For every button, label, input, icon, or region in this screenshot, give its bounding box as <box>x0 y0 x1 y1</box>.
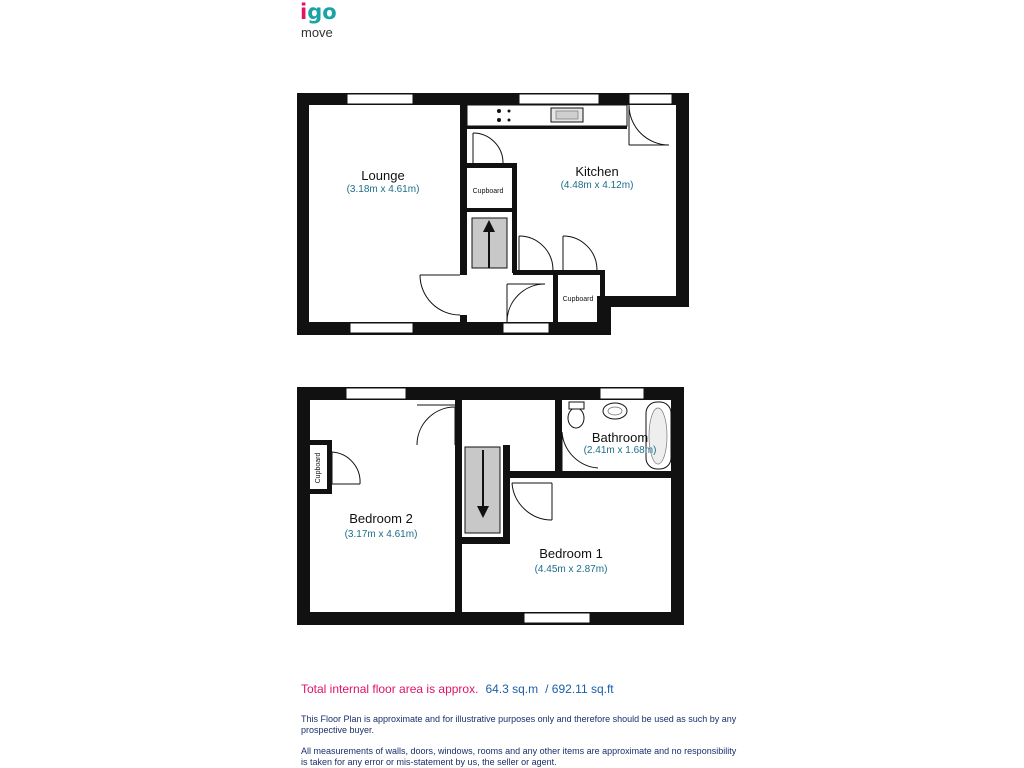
bedroom2-name: Bedroom 2 <box>349 511 413 526</box>
floor-area <box>301 682 614 696</box>
first-floor <box>297 387 684 625</box>
logo-brand-rest: go <box>307 0 337 24</box>
bedroom1-dims: (4.45m x 2.87m) <box>534 564 608 575</box>
lounge-name: Lounge <box>361 168 405 183</box>
floor-area-sqft: / 692.11 sq.ft <box>545 682 614 696</box>
cupboard-label-kitchen: Cupboard <box>472 188 504 195</box>
cupboard-label-bedroom2: Cupboard <box>315 452 322 484</box>
first-floor-stairs <box>465 447 500 533</box>
bedroom2-dims: (3.17m x 4.61m) <box>344 529 418 540</box>
floor-area-label: Total internal floor area is approx. <box>301 682 479 696</box>
ground-floor-stairs <box>472 218 507 268</box>
basin-icon <box>603 403 627 419</box>
disclaimer-approximate: This Floor Plan is approximate and for illustrative purposes only and therefore should be used as such by any prospective buyer. <box>301 714 737 735</box>
toilet-icon <box>568 408 584 428</box>
floor-area-sqm: 64.3 sq.m <box>485 682 539 696</box>
ground-floor-walls <box>297 93 689 335</box>
cupboard-label-hall: Cupboard <box>562 296 594 303</box>
ground-floor <box>297 93 689 335</box>
ground-floor-doors <box>420 105 669 322</box>
bathroom-dims: (2.41m x 1.68m) <box>583 445 657 456</box>
kitchen-name: Kitchen <box>575 164 619 179</box>
kitchen-dims: (4.48m x 4.12m) <box>560 180 634 191</box>
lounge-dims: (3.18m x 4.61m) <box>346 184 420 195</box>
kitchen-worktop <box>467 105 627 126</box>
logo-brand-mark: i <box>300 0 308 24</box>
logo-subtitle: move <box>301 25 333 40</box>
bathroom-name: Bathroom <box>591 430 649 445</box>
disclaimer-liability: All measurements of walls, doors, windows, rooms and any other items are approximate and no responsibility is taken for any error or mis-statement by us, the seller or agent. <box>301 746 737 767</box>
bedroom1-name: Bedroom 1 <box>539 546 603 561</box>
